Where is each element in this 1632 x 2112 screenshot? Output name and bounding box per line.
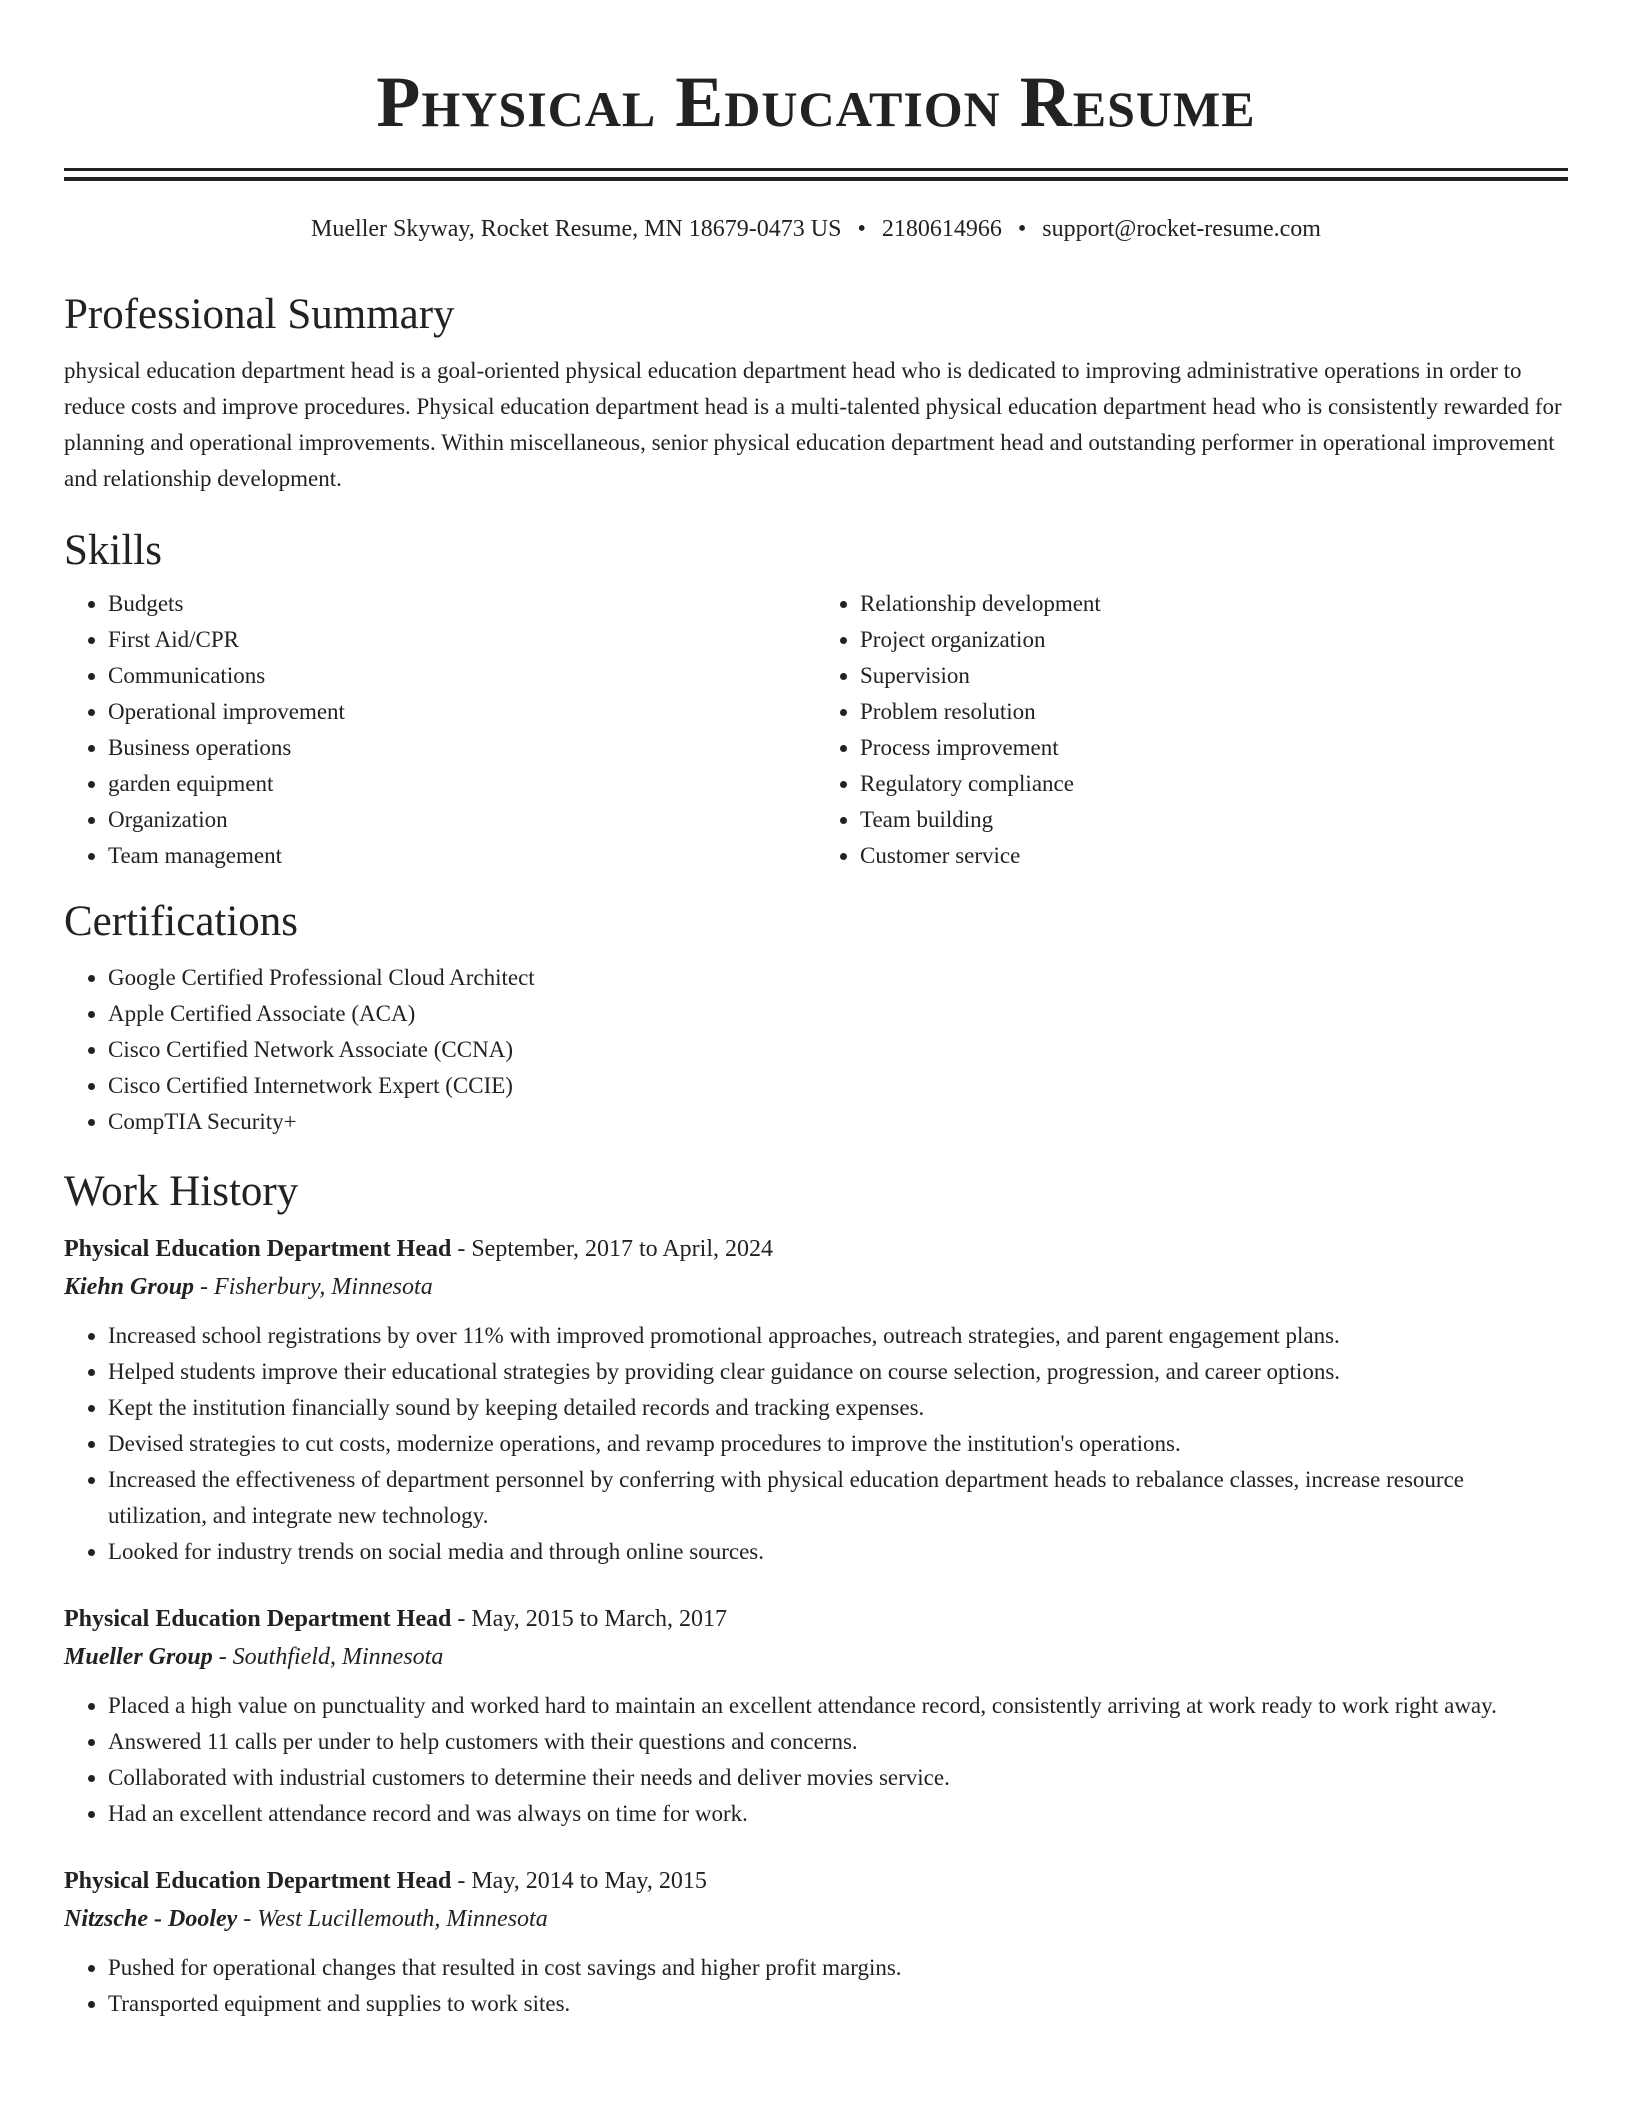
- separator-dot: •: [857, 216, 866, 242]
- skill-item: • Team building: [860, 802, 1568, 838]
- skill-item: • Business operations: [108, 730, 816, 766]
- contact-email: support@rocket-resume.com: [1042, 216, 1321, 242]
- certification-item: • CompTIA Security+: [108, 1104, 1568, 1140]
- contact-line: [64, 214, 1568, 245]
- job-bullet: • Transported equipment and supplies to work sites.: [108, 1986, 1568, 2022]
- contact-phone: 2180614966: [881, 216, 1002, 242]
- job-title: Physical Education Department Head: [64, 1867, 452, 1894]
- job-bullet: • Collaborated with industrial customers to determine their needs and deliver movies service.: [108, 1760, 1568, 1796]
- job-dates: - May, 2015 to March, 2017: [451, 1605, 728, 1632]
- job-bullet: • Kept the institution financially sound by keeping detailed records and tracking expenses.: [108, 1390, 1568, 1426]
- separator-dot: •: [1017, 216, 1027, 242]
- job-title: Physical Education Department Head: [64, 1235, 452, 1262]
- skill-item: • Regulatory compliance: [860, 766, 1568, 802]
- resume-title: Physical Education Resume: [376, 62, 1256, 142]
- certification-item: • Google Certified Professional Cloud Architect: [108, 960, 1568, 996]
- company-location: - Southfield, Minnesota: [212, 1643, 444, 1670]
- skills-list-left: [64, 586, 816, 874]
- company-name: Mueller Group: [64, 1643, 213, 1670]
- job-bullet: • Answered 11 calls per under to help customers with their questions and concerns.: [108, 1724, 1568, 1760]
- skill-item: • Process improvement: [860, 730, 1568, 766]
- title-divider: [64, 168, 1568, 181]
- contact-address: Mueller Skyway, Rocket Resume, MN 18679-0473 US: [311, 216, 842, 242]
- job-entry: [64, 1600, 1568, 1832]
- skill-item: • Supervision: [860, 658, 1568, 694]
- job-title: Physical Education Department Head: [64, 1605, 452, 1632]
- company-line: [64, 1638, 1568, 1676]
- skill-item: • Project organization: [860, 622, 1568, 658]
- job-bullets: [64, 1950, 1568, 2022]
- job-bullet: • Pushed for operational changes that resulted in cost savings and higher profit margins.: [108, 1950, 1568, 1986]
- job-bullet: • Increased the effectiveness of department personnel by conferring with physical education department heads to rebalance classes, increase resource utilization, and integrate new technology.: [108, 1462, 1568, 1534]
- job-title-line: [64, 1600, 1568, 1638]
- summary-text: physical education department head is a goal-oriented physical education department head who is dedicated to improving administrative operations in order to reduce costs and improve procedures. Physical education department head is a multi-talented physical education department head who is consistently rewarded for planning and operational improvements. Within miscellaneous, senior physical education department head and outstanding performer in operational improvement and relationship development.: [64, 357, 1562, 491]
- skill-item: • Relationship development: [860, 586, 1568, 622]
- company-line: [64, 1900, 1568, 1938]
- skills-list-right: [816, 586, 1568, 874]
- skills-columns: [64, 586, 1568, 874]
- job-bullet: • Placed a high value on punctuality and worked hard to maintain an excellent attendance record, consistently arriving at work ready to work right away.: [108, 1688, 1568, 1724]
- skill-item: • Customer service: [860, 838, 1568, 874]
- company-name: Kiehn Group: [64, 1273, 195, 1300]
- work-history-list: [64, 1230, 1568, 2022]
- certification-item: • Cisco Certified Network Associate (CCNA): [108, 1032, 1568, 1068]
- certification-item: • Apple Certified Associate (ACA): [108, 996, 1568, 1032]
- skill-item: • Operational improvement: [108, 694, 816, 730]
- skill-item: • Organization: [108, 802, 816, 838]
- summary-heading: Professional Summary: [64, 291, 455, 339]
- job-dates: - May, 2014 to May, 2015: [451, 1867, 707, 1894]
- job-bullets: [64, 1318, 1568, 1570]
- skill-item: • Team management: [108, 838, 816, 874]
- skills-heading: Skills: [64, 526, 162, 574]
- job-bullet: • Helped students improve their educational strategies by providing clear guidance on course selection, progression, and career options.: [108, 1354, 1568, 1390]
- job-title-line: [64, 1230, 1568, 1268]
- skill-item: • Communications: [108, 658, 816, 694]
- job-bullet: • Looked for industry trends on social media and through online sources.: [108, 1534, 1568, 1570]
- work-history-heading: Work History: [64, 1167, 299, 1215]
- skill-item: • garden equipment: [108, 766, 816, 802]
- company-line: [64, 1268, 1568, 1306]
- job-entry: [64, 1862, 1568, 2022]
- certification-item: • Cisco Certified Internetwork Expert (CCIE): [108, 1068, 1568, 1104]
- skill-item: • Budgets: [108, 586, 816, 622]
- job-dates: - September, 2017 to April, 2024: [451, 1235, 773, 1262]
- skill-item: • First Aid/CPR: [108, 622, 816, 658]
- company-location: - West Lucillemouth, Minnesota: [237, 1905, 548, 1932]
- skill-item: • Problem resolution: [860, 694, 1568, 730]
- certifications-heading: Certifications: [64, 898, 299, 946]
- job-title-line: [64, 1862, 1568, 1900]
- company-name: Nitzsche - Dooley: [64, 1905, 238, 1932]
- job-bullet: • Increased school registrations by over 11% with improved promotional approaches, outreach strategies, and parent engagement plans.: [108, 1318, 1568, 1354]
- job-entry: [64, 1230, 1568, 1570]
- job-bullet: • Devised strategies to cut costs, modernize operations, and revamp procedures to improve the institution's operations.: [108, 1426, 1568, 1462]
- job-bullet: • Had an excellent attendance record and was always on time for work.: [108, 1796, 1568, 1832]
- job-bullets: [64, 1688, 1568, 1832]
- company-location: - Fisherbury, Minnesota: [194, 1273, 433, 1300]
- certifications-list: [64, 960, 1568, 1140]
